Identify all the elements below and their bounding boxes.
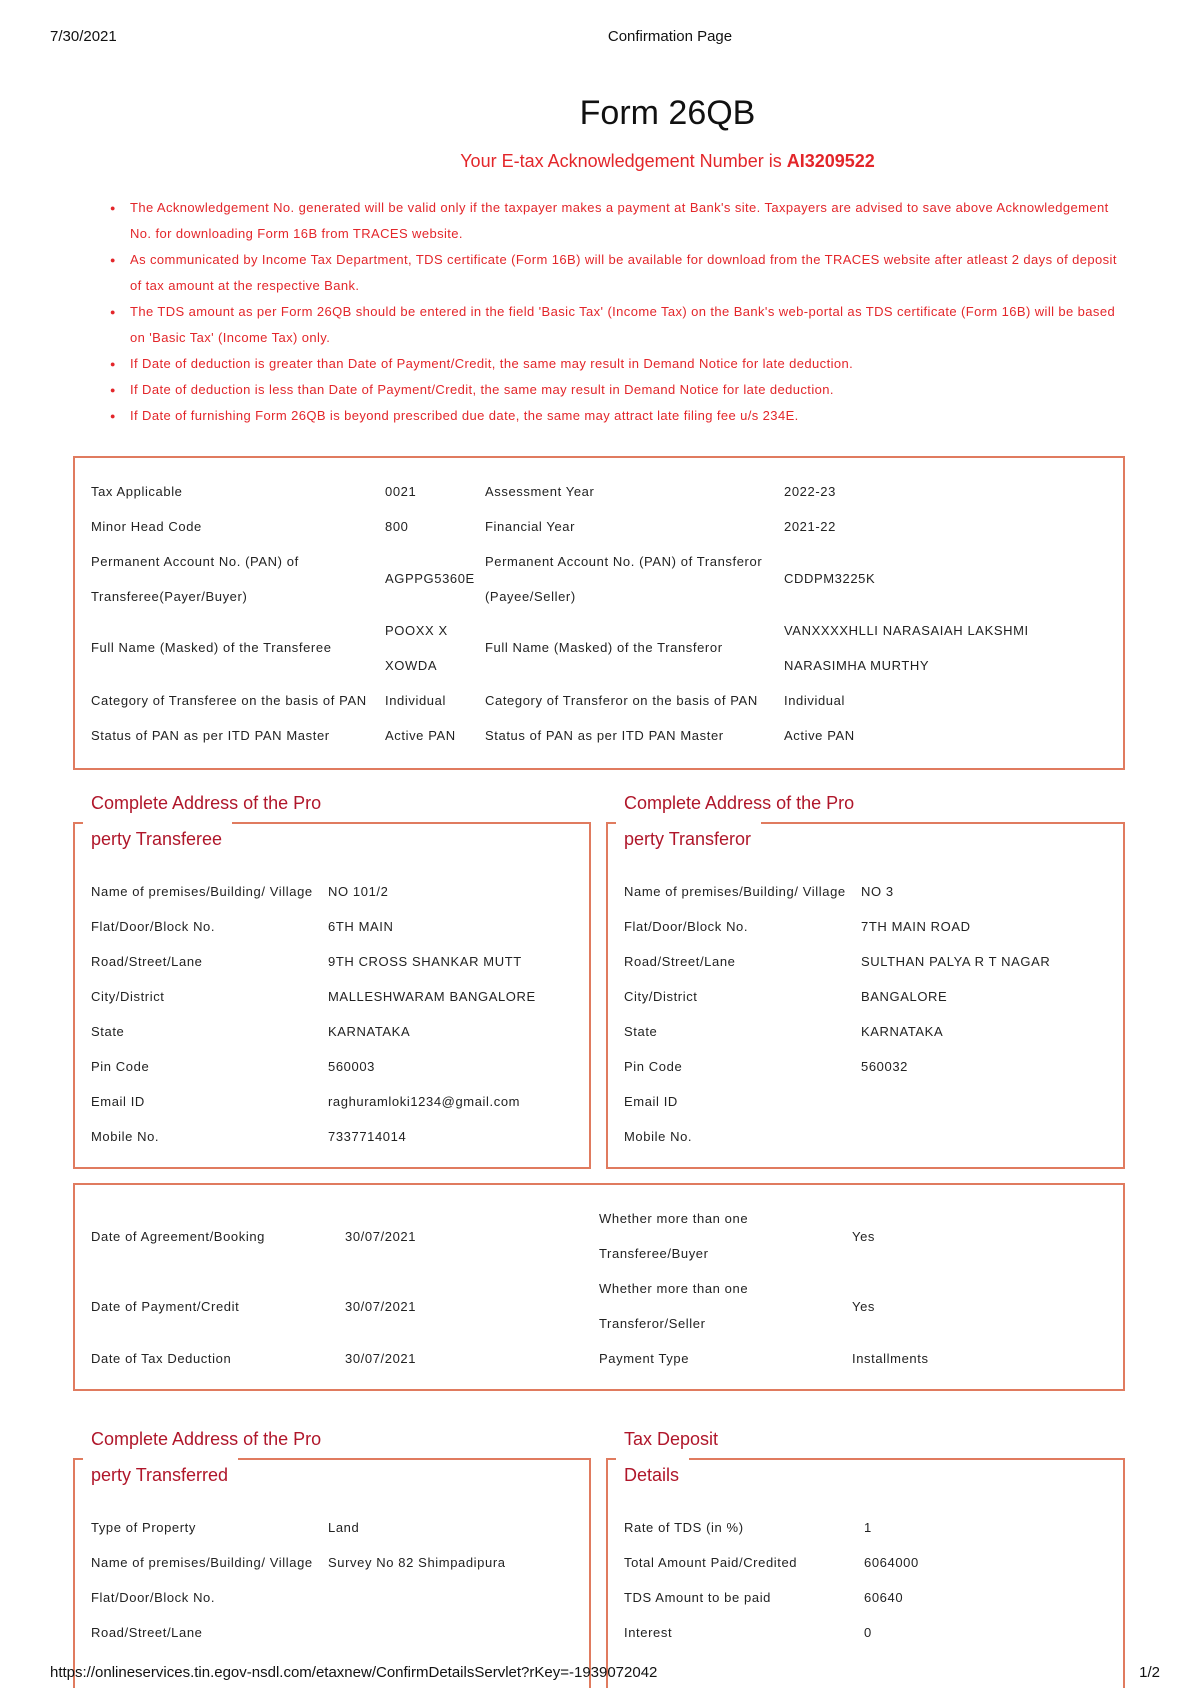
label-city: City/District xyxy=(624,989,698,1004)
value-road: SULTHAN PALYA R T NAGAR xyxy=(861,954,1051,969)
print-page-title: Confirmation Page xyxy=(607,28,733,45)
label-mobile: Mobile No. xyxy=(91,1129,160,1144)
dates-box xyxy=(73,1183,1125,1391)
transferee-legend-1: Complete Address of the Pro xyxy=(83,786,331,821)
label-pan-transferee-2: Transferee(Payer/Buyer) xyxy=(91,589,248,604)
label-minor-head: Minor Head Code xyxy=(91,519,202,534)
value-city: BANGALORE xyxy=(861,989,948,1004)
acknowledgement-prefix: Your E-tax Acknowledgement Number is xyxy=(460,151,787,171)
value-flat: 6TH MAIN xyxy=(328,919,394,934)
label-status-transferee: Status of PAN as per ITD PAN Master xyxy=(91,728,330,743)
note-item: ● If Date of deduction is greater than Date of Payment/Credit, the same may result in Demand Notice for late deduction. xyxy=(110,351,1125,377)
value-tds-rate: 1 xyxy=(864,1520,872,1535)
label-status-transferor: Status of PAN as per ITD PAN Master xyxy=(485,728,724,743)
label-state: State xyxy=(91,1024,125,1039)
note-item: ● If Date of deduction is less than Date of Payment/Credit, the same may result in Demand Notice for late deduction. xyxy=(110,377,1125,403)
label-mobile: Mobile No. xyxy=(624,1129,693,1144)
label-multi-buyer-2: Transferee/Buyer xyxy=(599,1246,709,1261)
label-pan-transferee: Permanent Account No. (PAN) of xyxy=(91,554,299,569)
value-tds-amount: 60640 xyxy=(864,1590,904,1605)
value-state: KARNATAKA xyxy=(861,1024,944,1039)
label-premises: Name of premises/Building/ Village xyxy=(91,884,313,899)
label-state: State xyxy=(624,1024,658,1039)
label-tds-amount: TDS Amount to be paid xyxy=(624,1590,772,1605)
label-total-amount: Total Amount Paid/Credited xyxy=(624,1555,798,1570)
label-pan-transferor-2: (Payee/Seller) xyxy=(485,589,576,604)
value-tax-applicable: 0021 xyxy=(385,484,417,499)
page-url: https://onlineservices.tin.egov-nsdl.com/etaxnew/ConfirmDetailsServlet?rKey=-1939072042 xyxy=(50,1664,658,1681)
label-road: Road/Street/Lane xyxy=(624,954,736,969)
transferee-legend-2: perty Transferee xyxy=(83,822,232,857)
label-email: Email ID xyxy=(91,1094,145,1109)
label-agreement-date: Date of Agreement/Booking xyxy=(91,1229,265,1244)
label-payment-type: Payment Type xyxy=(599,1351,690,1366)
value-multi-seller: Yes xyxy=(852,1299,876,1314)
value-property-premises: Survey No 82 Shimpadipura xyxy=(328,1555,506,1570)
label-property-type: Type of Property xyxy=(91,1520,196,1535)
label-pin: Pin Code xyxy=(624,1059,683,1074)
label-premises: Name of premises/Building/ Village xyxy=(624,884,846,899)
value-premises: NO 101/2 xyxy=(328,884,389,899)
value-financial-year: 2021-22 xyxy=(784,519,836,534)
value-pan-transferee: AGPPG5360E xyxy=(385,571,475,586)
value-payment-date: 30/07/2021 xyxy=(345,1299,417,1314)
acknowledgement-number: AI3209522 xyxy=(786,151,875,171)
label-pan-transferor: Permanent Account No. (PAN) of Transferor xyxy=(485,554,763,569)
label-multi-buyer-1: Whether more than one xyxy=(599,1211,749,1226)
value-status-transferee: Active PAN xyxy=(385,728,456,743)
value-minor-head: 800 xyxy=(385,519,409,534)
tax-deposit-box xyxy=(606,1429,1125,1688)
value-premises: NO 3 xyxy=(861,884,894,899)
label-name-transferor: Full Name (Masked) of the Transferor xyxy=(485,640,723,655)
value-total-amount: 6064000 xyxy=(864,1555,919,1570)
label-category-transferee: Category of Transferee on the basis of PAN xyxy=(91,693,367,708)
form-title: Form 26QB xyxy=(579,94,756,132)
property-legend-1: Complete Address of the Pro xyxy=(83,1422,331,1457)
label-property-flat: Flat/Door/Block No. xyxy=(91,1590,216,1605)
note-item: ● The Acknowledgement No. generated will be valid only if the taxpayer makes a payment at Bank's site. Taxpayers are advised to save above Acknowledgement No. for downloading Form 16B from TRACES website. xyxy=(110,195,1125,247)
value-pin: 560003 xyxy=(328,1059,375,1074)
label-multi-seller-1: Whether more than one xyxy=(599,1281,749,1296)
instruction-notes xyxy=(110,195,1125,429)
value-category-transferee: Individual xyxy=(385,693,446,708)
value-mobile: 7337714014 xyxy=(328,1129,407,1144)
value-name-transferor-2: NARASIMHA MURTHY xyxy=(784,658,930,673)
label-payment-date: Date of Payment/Credit xyxy=(91,1299,240,1314)
value-category-transferor: Individual xyxy=(784,693,845,708)
value-city: MALLESHWARAM BANGALORE xyxy=(328,989,536,1004)
value-name-transferee-2: XOWDA xyxy=(385,658,438,673)
value-multi-buyer: Yes xyxy=(852,1229,876,1244)
value-interest: 0 xyxy=(864,1625,872,1640)
tax-deposit-legend-1: Tax Deposit xyxy=(616,1422,728,1457)
value-pan-transferor: CDDPM3225K xyxy=(784,571,876,586)
transferor-legend-1: Complete Address of the Pro xyxy=(616,786,864,821)
value-agreement-date: 30/07/2021 xyxy=(345,1229,417,1244)
value-name-transferee-1: POOXX X xyxy=(385,623,448,638)
transferee-address-box xyxy=(73,793,591,1169)
page-number: 1/2 xyxy=(1139,1664,1160,1681)
value-pin: 560032 xyxy=(861,1059,908,1074)
value-assessment-year: 2022-23 xyxy=(784,484,836,499)
note-item: ● The TDS amount as per Form 26QB should be entered in the field 'Basic Tax' (Income Tax) on the Bank's web-portal as TDS certificate (Form 16B) will be based on 'Basic Tax' (Income Tax) only. xyxy=(110,299,1125,351)
label-flat: Flat/Door/Block No. xyxy=(91,919,216,934)
label-tds-rate: Rate of TDS (in %) xyxy=(624,1520,744,1535)
label-financial-year: Financial Year xyxy=(485,519,576,534)
transferor-address-box xyxy=(606,793,1125,1169)
label-property-road: Road/Street/Lane xyxy=(91,1625,203,1640)
label-category-transferor: Category of Transferor on the basis of PAN xyxy=(485,693,758,708)
property-legend-2: perty Transferred xyxy=(83,1458,238,1493)
label-email: Email ID xyxy=(624,1094,678,1109)
acknowledgement-line xyxy=(0,151,1200,172)
print-date: 7/30/2021 xyxy=(50,28,117,45)
label-tax-applicable: Tax Applicable xyxy=(91,484,183,499)
tax-details-box xyxy=(73,456,1125,770)
label-city: City/District xyxy=(91,989,165,1004)
value-payment-type: Installments xyxy=(852,1351,929,1366)
value-state: KARNATAKA xyxy=(328,1024,411,1039)
label-deduction-date: Date of Tax Deduction xyxy=(91,1351,232,1366)
transferor-legend-2: perty Transferor xyxy=(616,822,761,857)
label-interest: Interest xyxy=(624,1625,673,1640)
value-status-transferor: Active PAN xyxy=(784,728,855,743)
tax-deposit-legend-2: Details xyxy=(616,1458,689,1493)
value-email: raghuramloki1234@gmail.com xyxy=(328,1094,521,1109)
label-name-transferee: Full Name (Masked) of the Transferee xyxy=(91,640,332,655)
value-property-type: Land xyxy=(328,1520,360,1535)
value-name-transferor-1: VANXXXXHLLI NARASAIAH LAKSHMI xyxy=(784,623,1029,638)
label-multi-seller-2: Transferor/Seller xyxy=(599,1316,706,1331)
label-flat: Flat/Door/Block No. xyxy=(624,919,749,934)
property-box xyxy=(73,1429,591,1688)
label-property-premises: Name of premises/Building/ Village xyxy=(91,1555,313,1570)
label-assessment-year: Assessment Year xyxy=(485,484,595,499)
note-item: ● If Date of furnishing Form 26QB is beyond prescribed due date, the same may attract late filing fee u/s 234E. xyxy=(110,403,1125,429)
value-flat: 7TH MAIN ROAD xyxy=(861,919,971,934)
value-road: 9TH CROSS SHANKAR MUTT xyxy=(328,954,522,969)
label-road: Road/Street/Lane xyxy=(91,954,203,969)
label-pin: Pin Code xyxy=(91,1059,150,1074)
value-deduction-date: 30/07/2021 xyxy=(345,1351,417,1366)
note-item: ● As communicated by Income Tax Department, TDS certificate (Form 16B) will be available for download from the TRACES website after atleast 2 days of deposit of tax amount at the respective Bank. xyxy=(110,247,1125,299)
